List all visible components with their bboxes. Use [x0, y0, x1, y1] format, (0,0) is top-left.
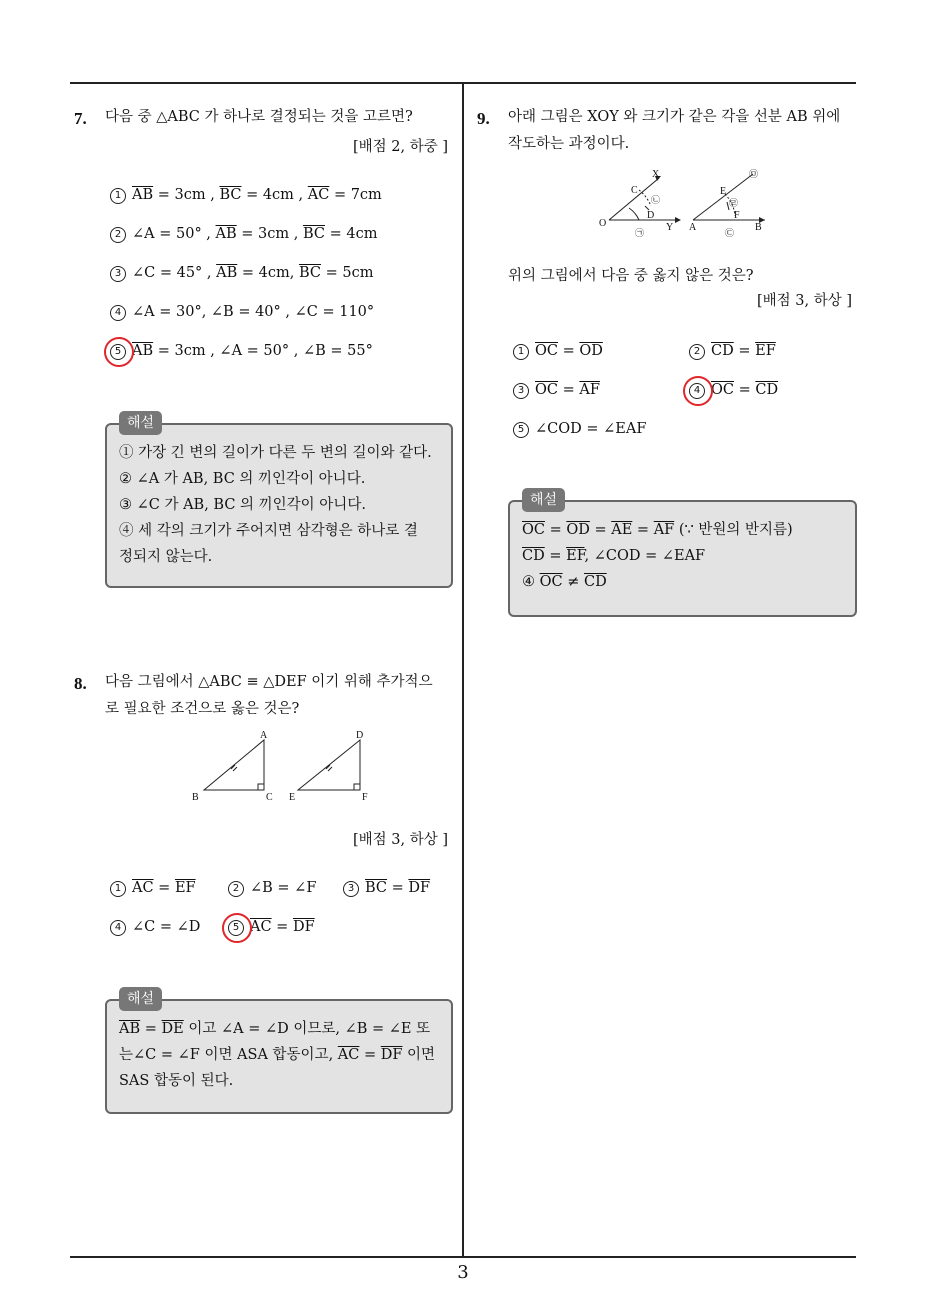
q8-option-3[interactable]: 3 $\overline{BC} = \overline{DF}$	[343, 880, 430, 897]
label-g5: ㉤	[749, 169, 759, 179]
q9-number: 9.	[477, 109, 490, 128]
answer-mark: 4	[689, 383, 705, 399]
explanation-label: 해설	[119, 987, 162, 1011]
q7-option-2[interactable]: 2 ∠A = 50° , $\overline{AB} = 3cm$ , $\overline{BC} = 4cm$	[110, 226, 377, 243]
q8-option-5[interactable]: 5 $\overline{AC} = \overline{DF}$	[228, 919, 315, 936]
page-number: 3	[457, 1262, 469, 1283]
q9-stem-line1: 아래 그림은 XOY 와 크기가 같은 각을 선분 AB 위에	[508, 109, 841, 125]
option-number: 4	[110, 305, 126, 321]
option-number: 1	[513, 344, 529, 360]
label-F: F	[362, 792, 368, 803]
q8-option-1[interactable]: 1 $\overline{AC} = \overline{EF}$	[110, 880, 196, 897]
label-g4: ㉣	[729, 198, 739, 208]
option-number: 2	[689, 344, 705, 360]
q9-explanation-line: $\overline{CD} = \overline{EF}$, ∠COD = ∠EAF	[522, 548, 706, 564]
q8-explanation-line: SAS 합동이 된다.	[119, 1073, 234, 1089]
answer-mark: 5	[110, 344, 126, 360]
label-X: X	[652, 169, 660, 180]
q9-option-3[interactable]: 3 $\overline{OC} = \overline{AF}$	[513, 382, 600, 399]
label-C: C	[631, 185, 638, 196]
q9-explanation-line: ④ $\overline{OC} \ne \overline{CD}$	[522, 574, 607, 590]
label-O: O	[599, 218, 607, 229]
q9-option-5[interactable]: 5 ∠COD = ∠EAF	[513, 421, 646, 438]
q8-explanation-box	[105, 991, 453, 1114]
label-F: F	[734, 210, 740, 221]
label-D: D	[647, 210, 655, 221]
bottom-rule	[70, 1256, 856, 1258]
label-B: B	[192, 792, 199, 803]
q9-option-2[interactable]: 2 $\overline{CD} = \overline{EF}$	[689, 343, 776, 360]
q8-stem-line1: 다음 그림에서 △ABC ≡ △DEF 이기 위해 추가적으	[105, 674, 433, 690]
label-A: A	[260, 730, 268, 741]
q8-figure	[180, 728, 380, 806]
option-number: 1	[110, 881, 126, 897]
q9-figure	[595, 166, 775, 238]
q9-stem-line2: 작도하는 과정이다.	[508, 136, 630, 152]
label-B: B	[755, 222, 762, 233]
q7-option-1[interactable]: 1 $\overline{AB} = 3cm$ , $\overline{BC} = 4cm$ , $\overline{AC} = 7cm$	[110, 187, 382, 204]
q9-option-4[interactable]: 4 $\overline{OC} = \overline{CD}$	[689, 382, 778, 399]
q8-number: 8.	[74, 674, 87, 693]
option-number: 3	[343, 881, 359, 897]
q7-explanation-line: ① 가장 긴 변의 길이가 다른 두 변의 길이와 같다.	[119, 445, 432, 461]
label-C: C	[266, 792, 273, 803]
q8-stem-line2: 로 필요한 조건으로 옳은 것은?	[105, 701, 300, 717]
option-number: 3	[513, 383, 529, 399]
label-D: D	[356, 730, 364, 741]
label-E: E	[289, 792, 296, 803]
option-number: 3	[110, 266, 126, 282]
q8-option-2[interactable]: 2 ∠B = ∠F	[228, 880, 316, 897]
q7-number: 7.	[74, 109, 87, 128]
label-A: A	[689, 222, 697, 233]
q7-explanation-box	[105, 415, 453, 588]
q8-option-4[interactable]: 4 ∠C = ∠D	[110, 919, 200, 936]
option-number: 1	[110, 188, 126, 204]
label-g1: ㉠	[635, 228, 645, 238]
q9-explanation-line: $\overline{OC} = \overline{OD} = \overline{AE} = \overline{AF}$ (∵ 반원의 반지름)	[522, 522, 793, 538]
q8-explanation-line: $\overline{AB} = \overline{DE}$ 이고 ∠A = ∠D 이므로, ∠B = ∠E 또	[119, 1021, 431, 1037]
explanation-label: 해설	[119, 411, 162, 435]
q7-explanation-line: ③ ∠C 가 AB, BC 의 끼인각이 아니다.	[119, 497, 366, 513]
option-number: 4	[110, 920, 126, 936]
q8-score: [배점 3, 하상 ]	[352, 832, 448, 848]
q9-option-1[interactable]: 1 $\overline{OC} = \overline{OD}$	[513, 343, 603, 360]
label-g2: ㉡	[651, 195, 661, 205]
q7-explanation-line: ④ 세 각의 크기가 주어지면 삼각형은 하나로 결	[119, 523, 418, 539]
answer-mark: 5	[228, 920, 244, 936]
q7-stem: 다음 중 △ABC 가 하나로 결정되는 것을 고르면?	[105, 109, 413, 125]
q7-option-5[interactable]: 5 $\overline{AB} = 3cm$ , ∠A = 50° , ∠B = 55°	[110, 343, 373, 360]
q7-score: [배점 2, 하중 ]	[352, 139, 448, 155]
q7-explanation-line: ② ∠A 가 AB, BC 의 끼인각이 아니다.	[119, 471, 366, 487]
q9-explanation-box	[508, 492, 857, 617]
q8-explanation-line: 는∠C = ∠F 이면 ASA 합동이고, $\overline{AC} = \overline{DF}$ 이면	[119, 1047, 436, 1063]
q9-question: 위의 그림에서 다음 중 옳지 않은 것은?	[508, 268, 754, 284]
q9-score: [배점 3, 하상 ]	[756, 293, 852, 309]
explanation-label: 해설	[522, 488, 565, 512]
option-number: 2	[110, 227, 126, 243]
label-g3: ㉢	[725, 228, 735, 238]
option-number: 2	[228, 881, 244, 897]
label-E: E	[720, 186, 727, 197]
column-divider	[462, 82, 464, 1257]
q7-option-3[interactable]: 3 ∠C = 45° , $\overline{AB} = 4cm$, $\overline{BC} = 5cm$	[110, 265, 373, 282]
label-Y: Y	[666, 222, 674, 233]
q7-option-4[interactable]: 4 ∠A = 30°, ∠B = 40° , ∠C = 110°	[110, 304, 374, 321]
q7-explanation-line: 정되지 않는다.	[119, 549, 213, 565]
option-number: 5	[513, 422, 529, 438]
